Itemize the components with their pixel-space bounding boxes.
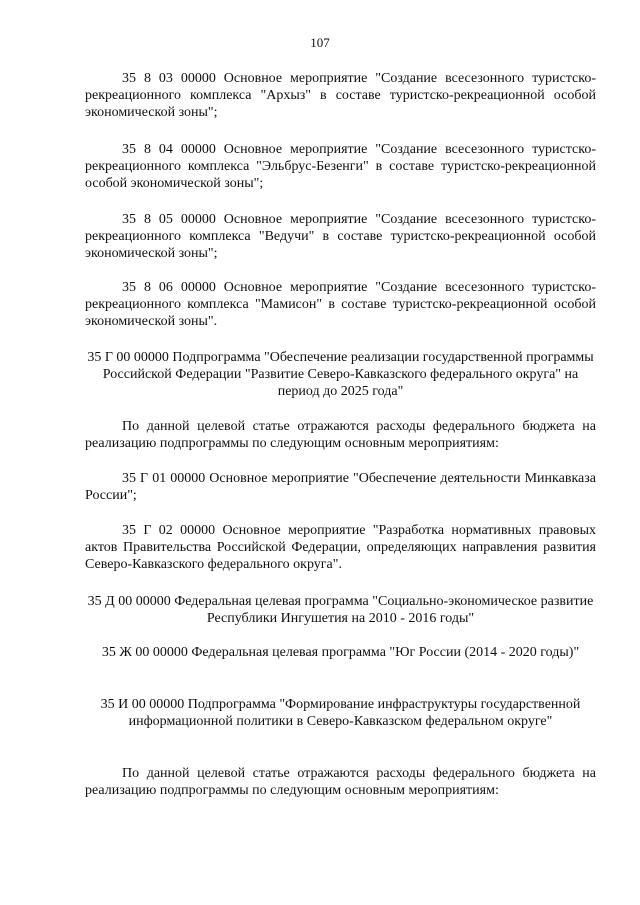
- paragraph-arkhyz: 35 8 03 00000 Основное мероприятие "Создание всесезонного туристско-рекреационного комплекса "Архыз" в составе туристско-рекреационной особой экономической зоны";: [85, 71, 596, 120]
- paragraph-expenses-note-1: По данной целевой статье отражаются расходы федерального бюджета на реализацию подпрограммы по следующим основным мероприятиям:: [85, 419, 596, 451]
- heading-subprogram-i: 35 И 00 00000 Подпрограмма "Формирование инфраструктуры государственной информационной политики в Северо-Кавказском федеральном округе": [100, 697, 581, 729]
- paragraph-mamison: 35 8 06 00000 Основное мероприятие "Создание всесезонного туристско-рекреационного комплекса "Мамисон" в составе туристско-рекреационной особой экономической зоны".: [85, 280, 596, 329]
- paragraph-expenses-note-2: По данной целевой статье отражаются расходы федерального бюджета на реализацию подпрограммы по следующим основным мероприятиям:: [85, 766, 596, 798]
- paragraph-g02: 35 Г 02 00000 Основное мероприятие "Разработка нормативных правовых актов Правительства Российской Федерации, определяющих направления развития Северо-Кавказского федерального округа".: [85, 523, 596, 572]
- paragraph-g01: 35 Г 01 00000 Основное мероприятие "Обеспечение деятельности Минкавказа России";: [85, 471, 596, 503]
- heading-program-zh: 35 Ж 00 00000 Федеральная целевая программа "Юг России (2014 - 2020 годы)": [101, 645, 580, 660]
- heading-program-d: 35 Д 00 00000 Федеральная целевая программа "Социально-экономическое развитие Республики Ингушетия на 2010 - 2016 годы": [87, 594, 594, 626]
- paragraph-elbrus-bezengi: 35 8 04 00000 Основное мероприятие "Создание всесезонного туристско-рекреационного комплекса "Эльбрус-Безенги" в составе туристско-рекреационной особой экономической зоны";: [85, 142, 596, 191]
- paragraph-veduchi: 35 8 05 00000 Основное мероприятие "Создание всесезонного туристско-рекреационного комплекса "Ведучи" в составе туристско-рекреационной особой экономической зоны";: [85, 212, 596, 261]
- heading-subprogram-g: 35 Г 00 00000 Подпрограмма "Обеспечение реализации государственной программы Российской Федерации "Развитие Северо-Кавказского федерального округа" на период до 2025 года": [87, 350, 594, 399]
- page-number: 107: [310, 35, 330, 50]
